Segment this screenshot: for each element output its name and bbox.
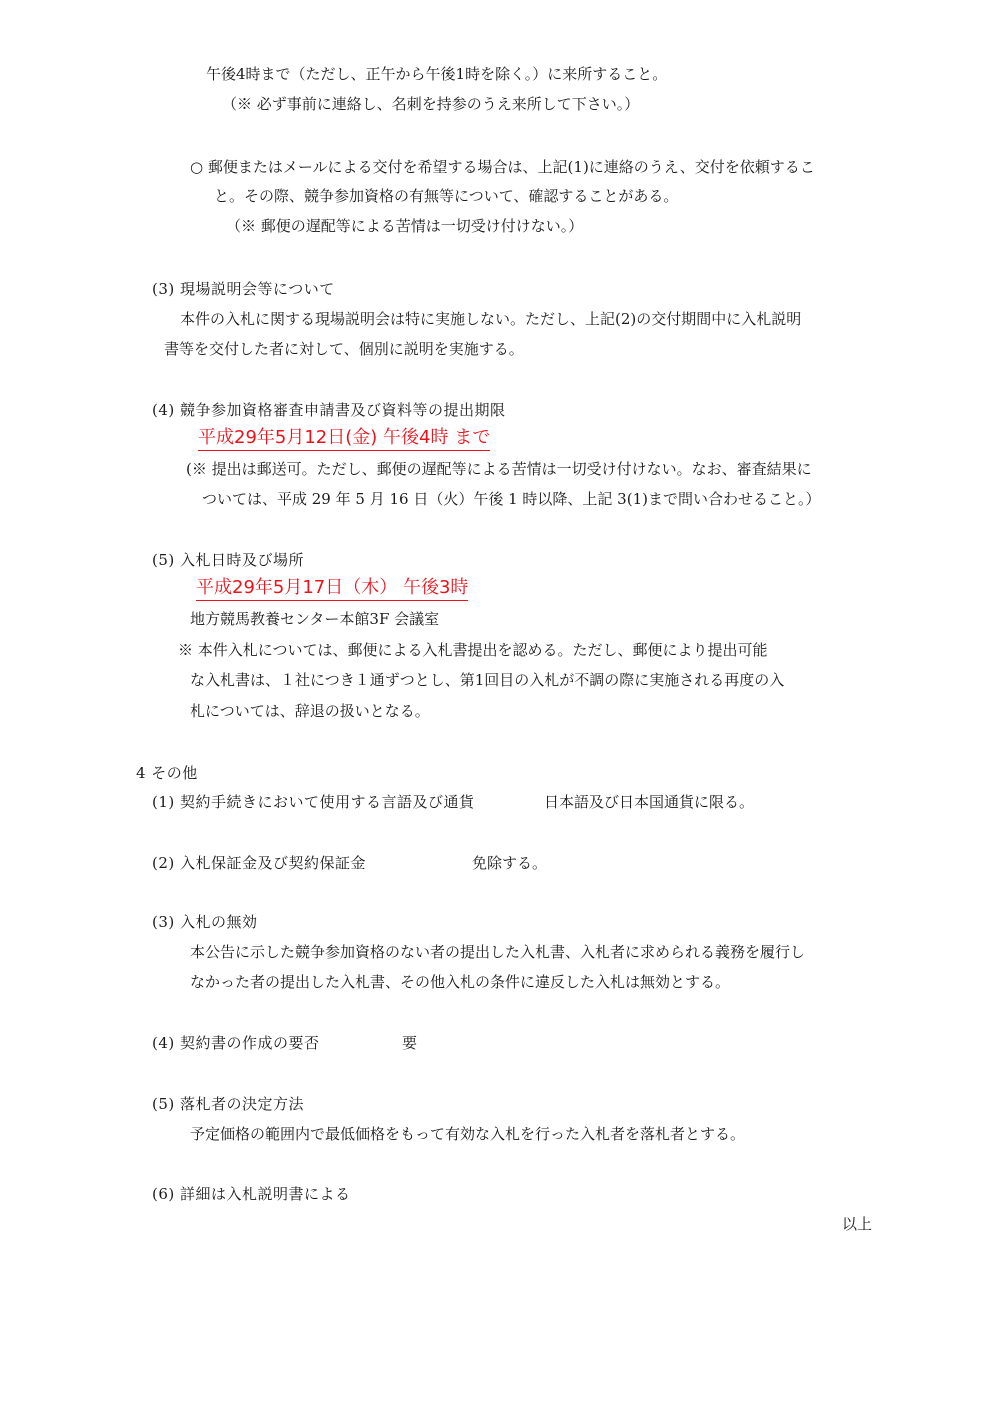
visit-note: （※ 必ず事前に連絡し、名刺を持参のうえ来所して下さい。） — [222, 95, 640, 113]
language-currency-label: (1) 契約手続きにおいて使用する言語及び通貨 — [152, 793, 475, 811]
invalid-bid-heading: (3) 入札の無効 — [152, 913, 258, 931]
language-currency-value: 日本語及び日本国通貨に限る。 — [544, 793, 755, 811]
mail-request-line-1: ○ 郵便またはメールによる交付を希望する場合は、上記(1)に連絡のうえ、交付を依頼するこ — [190, 158, 815, 176]
postal-bid-note-3: 札については、辞退の扱いとなる。 — [190, 702, 430, 720]
contract-doc-label: (4) 契約書の作成の要否 — [152, 1034, 320, 1052]
site-briefing-heading: (3) 現場説明会等について — [152, 280, 335, 298]
postal-bid-note-1: ※ 本件入札については、郵便による入札書提出を認める。ただし、郵便により提出可能 — [178, 641, 768, 659]
postal-bid-note-2: な入札書は、１社につき１通ずつとし、第1回目の入札が不調の際に実施される再度の入 — [190, 671, 785, 689]
submission-note-1: (※ 提出は郵送可。ただし、郵便の遅配等による苦情は一切受け付けない。なお、審査結果に — [186, 460, 812, 478]
submission-deadline-date: 平成29年5月12日(金) 午後4時 まで — [198, 426, 490, 451]
bid-datetime-heading: (5) 入札日時及び場所 — [152, 551, 305, 569]
bid-datetime: 平成29年5月17日（木） 午後3時 — [196, 576, 468, 601]
hours-line: 午後4時まで（ただし、正午から午後1時を除く。）に来所すること。 — [206, 65, 668, 83]
section-4-heading: 4 その他 — [136, 764, 198, 782]
invalid-bid-body-1: 本公告に示した競争参加資格のない者の提出した入札書、入札者に求められる義務を履行し — [190, 943, 806, 961]
submission-note-2: ついては、平成 29 年 5 月 16 日（火）午後 1 時以降、上記 3(1)まで問い合わせること。） — [202, 490, 821, 508]
guarantee-label: (2) 入札保証金及び契約保証金 — [152, 854, 367, 872]
mail-delay-note: （※ 郵便の遅配等による苦情は一切受け付けない。） — [226, 217, 584, 235]
bid-place: 地方競馬教養センター本館3F 会議室 — [190, 610, 440, 628]
award-method-heading: (5) 落札者の決定方法 — [152, 1095, 305, 1113]
award-method-body: 予定価格の範囲内で最低価格をもって有効な入札を行った入札者を落札者とする。 — [190, 1125, 746, 1143]
mail-request-line-2: と。その際、競争参加資格の有無等について、確認することがある。 — [214, 187, 679, 205]
submission-deadline-heading: (4) 競争参加資格審査申請書及び資料等の提出期限 — [152, 401, 506, 419]
site-briefing-body-1: 本件の入札に関する現場説明会は特に実施しない。ただし、上記(2)の交付期間中に入札説明 — [180, 310, 802, 328]
details-line: (6) 詳細は入札説明書による — [152, 1185, 351, 1203]
site-briefing-body-2: 書等を交付した者に対して、個別に説明を実施する。 — [164, 340, 524, 358]
invalid-bid-body-2: なかった者の提出した入札書、その他入札の条件に違反した入札は無効とする。 — [190, 973, 731, 991]
closing-mark: 以上 — [842, 1215, 873, 1233]
contract-doc-value: 要 — [402, 1034, 418, 1052]
guarantee-value: 免除する。 — [472, 854, 548, 872]
